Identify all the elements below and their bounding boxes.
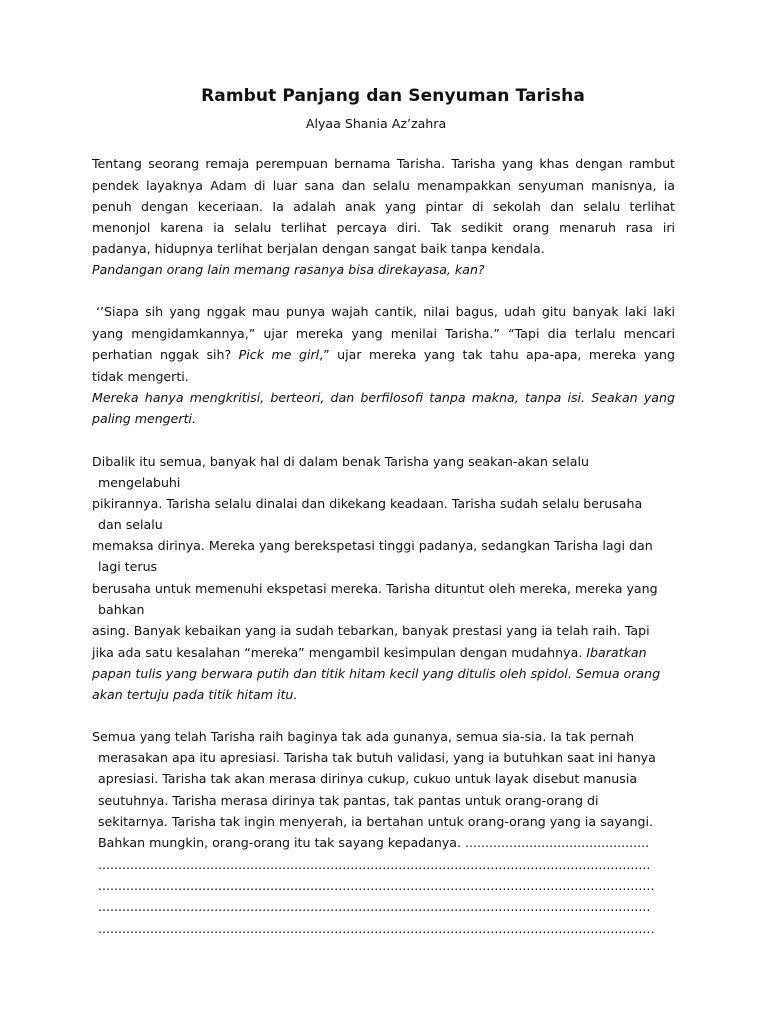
paragraph-1-line-5: padanya, hidupnya terlihat berjalan dengan sangat baik tanpa kendala. [92,241,545,256]
paragraph-1-italic: Pandangan orang lain memang rasanya bisa direkayasa, kan? [92,262,485,277]
paragraph-3-line-3: pikirannya. Tarisha selalu dinalai dan dikekang keadaan. Tarisha sudah selalu berusaha [92,496,643,511]
paragraph-3-line-7: berusaha untuk memenuhi ekspetasi mereka. Tarisha dituntut oleh mereka, mereka yang [92,581,658,596]
paragraph-3-line-8: bahkan [98,602,145,617]
paragraph-2-line-3-end: ,” ujar mereka yang tak tahu apa-apa, mereka yang [319,347,675,362]
pick-me-girl-phrase: Pick me girl [238,347,320,362]
paragraph-4-line-2: merasakan apa itu apresiasi. Tarisha tak butuh validasi, yang ia butuhkan saat ini hanya [98,750,656,765]
paragraph-1-line-1: Tentang seorang remaja perempuan bernama Tarisha. Tarisha yang khas dengan rambut [92,156,675,171]
paragraph-2-line-2: yang mengidamkannya,” ujar mereka yang menilai Tarisha.” “Tapi dia terlalu mencari [92,326,675,341]
paragraph-3-line-1: Dibalik itu semua, banyak hal di dalam benak Tarisha yang seakan-akan selalu [92,454,589,469]
paragraph-3-line-9: asing. Banyak kebaikan yang ia sudah tebarkan, banyak prestasi yang ia telah raih. Tapi [92,623,650,638]
paragraph-4-line-6: Bahkan mungkin, orang-orang itu tak sayang kepadanya. .............................................. [98,835,650,850]
paragraph-2-line-3 [92,347,675,363]
paragraph-2-line-1: ‘’Siapa sih yang nggak mau punya wajah cantik, nilai bagus, udah gitu banyak laki laki [96,304,675,319]
paragraph-3-line-5: memaksa dirinya. Mereka yang berekspetasi tinggi padanya, sedangkan Tarisha lagi dan [92,538,653,553]
paragraph-3-italic-line-1: papan tulis yang berwara putih dan titik hitam kecil yang ditulis oleh spidol. Semua orang [92,666,661,681]
paragraph-4-line-5: sekitarnya. Tarisha tak ingin menyerah, ia bertahan untuk orang-orang yang ia sayangi. [98,814,654,829]
author-name: Alyaa Shania Az’zahra [305,116,447,131]
document-title: Rambut Panjang dan Senyuman Tarisha [201,86,585,106]
paragraph-3-line-6: lagi terus [98,559,158,574]
dotted-line-4: ........................................................................................................................................... [98,921,655,936]
dotted-line-1: .......................................................................................................................................... [98,857,651,872]
paragraph-4-line-3: apresiasi. Tarisha tak akan merasa dirinya cukup, cukuo untuk layak disebut manusia [98,771,638,786]
paragraph-3-line-10-start: jika ada satu kesalahan “mereka” mengambil kesimpulan dengan mudahnya. [92,645,583,660]
paragraph-2-italic-line-1: Mereka hanya mengkritisi, berteori, dan berfilosofi tanpa makna, tanpa isi. Seakan yang [92,390,675,405]
paragraph-2-italic-line-2: paling mengerti. [92,411,197,426]
paragraph-3-italic-line-2: akan tertuju pada titik hitam itu. [92,687,298,702]
paragraph-1-line-2: pendek layaknya Adam di luar sana dan selalu menampakkan senyuman manisnya, ia [92,178,675,193]
paragraph-3-line-4: dan selalu [98,517,163,532]
paragraph-4-line-4: seutuhnya. Tarisha merasa dirinya tak pantas, tak pantas untuk orang-orang di [98,793,599,808]
paragraph-3-line-10-italic: Ibaratkan [586,645,647,660]
paragraph-3-line-2: mengelabuhi [98,475,181,490]
paragraph-3-line-10 [92,645,647,661]
paragraph-2-line-3-start: perhatian nggak sih? [92,347,232,362]
dotted-line-3: .......................................................................................................................................... [98,899,651,914]
dotted-line-2: ........................................................................................................................................... [98,878,655,893]
paragraph-4-line-1: Semua yang telah Tarisha raih baginya tak ada gunanya, semua sia-sia. Ia tak pernah [92,729,635,744]
paragraph-2-line-4: tidak mengerti. [92,369,189,384]
paragraph-1-line-3: penuh dengan keceriaan. Ia adalah anak yang pintar di sekolah dan selalu terlihat [92,199,675,214]
paragraph-1-line-4: menonjol karena ia selalu terlihat percaya diri. Tak sedikit orang menaruh rasa iri [92,220,675,235]
